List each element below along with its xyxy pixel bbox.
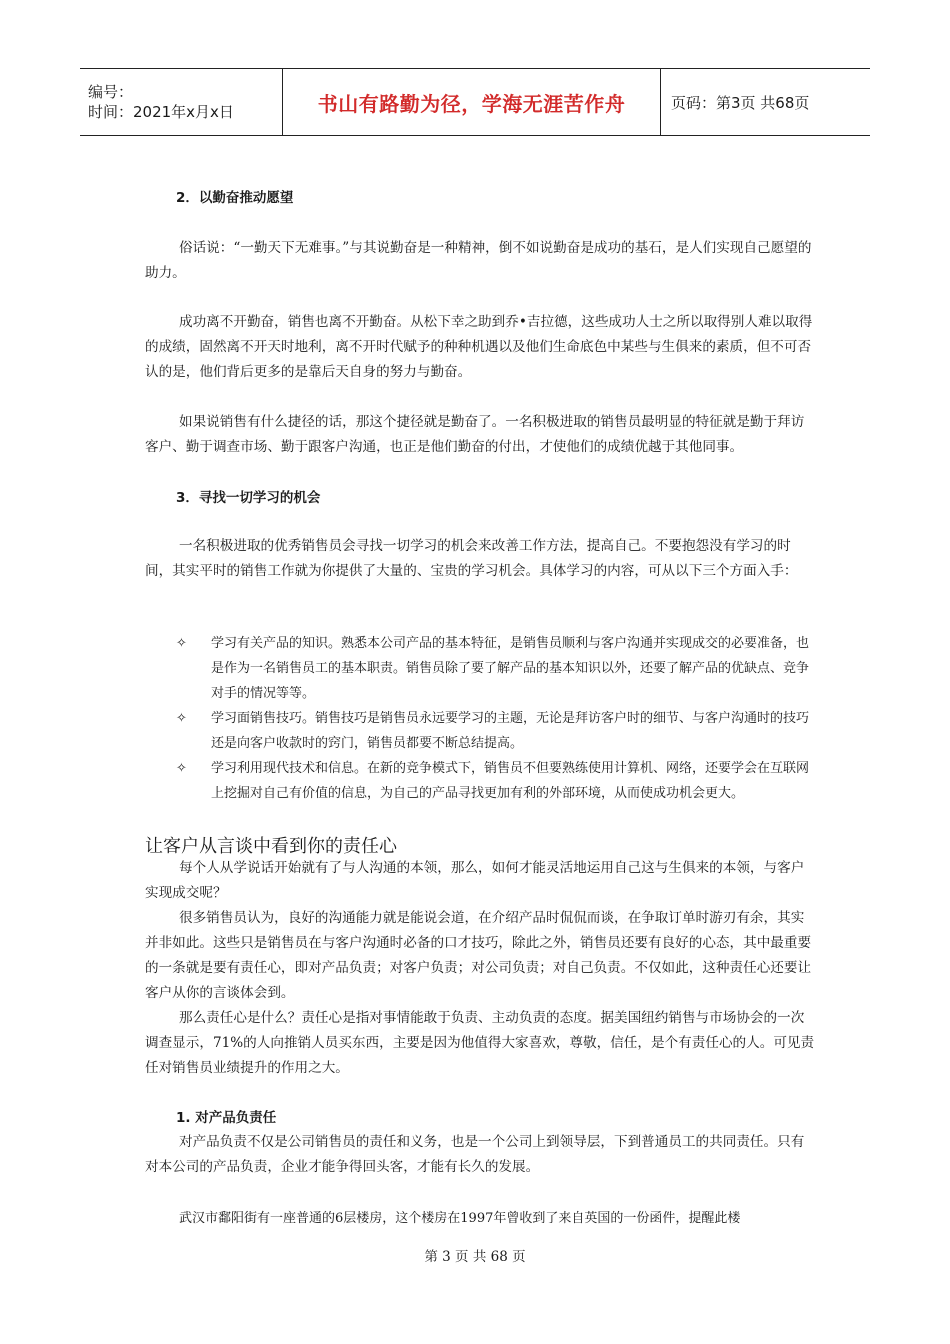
bullet-text: 学习有关产品的知识。熟悉本公司产品的基本特征，是销售员顺利与客户沟通并实现成交的必要准备，也是作为一名销售员工的基本职责。销售员除了要了解产品的基本知识以外，还要了解产品的优缺点、竞争对手的情况等等。 xyxy=(211,636,810,701)
bullet-star-icon: ✧ xyxy=(176,761,187,776)
list-item xyxy=(176,706,816,756)
list-item xyxy=(176,631,816,706)
section-heading-2: 2．以勤奋推动愿望 xyxy=(176,190,294,206)
header-motto: 书山有路勤为径，学海无涯苦作舟 xyxy=(317,91,626,116)
document-number-label: 编号： xyxy=(88,83,134,101)
page-header xyxy=(80,68,870,136)
document-date-label: 时间：2021年x月x日 xyxy=(88,103,234,121)
header-page-number: 页码：第3页 共68页 xyxy=(671,93,810,112)
paragraph-5: 每个人从学说话开始就有了与人沟通的本领，那么，如何才能灵活地运用自己这与生俱来的本领，与客户实现成交呢？ xyxy=(145,860,805,901)
paragraph-4: 一名积极进取的优秀销售员会寻找一切学习的机会来改善工作方法，提高自己。不要抱怨没有学习的时间，其实平时的销售工作就为你提供了大量的、宝贵的学习机会。具体学习的内容，可从以下三个方面入手： xyxy=(145,538,798,579)
section-heading-1: 1. 对产品负责任 xyxy=(176,1110,277,1126)
paragraph-6: 很多销售员认为，良好的沟通能力就是能说会道，在介绍产品时侃侃而谈，在争取订单时游刃有余，其实并非如此。这些只是销售员在与客户沟通时必备的口才技巧，除此之外，销售员还要有良好的心态，其中最重要的一条就是要有责任心，即对产品负责；对客户负责；对公司负责；对自己负责。不仅如此，这种责任心还要让客户从你的言谈体会到。 xyxy=(145,910,812,1001)
section-heading-3: 3．寻找一切学习的机会 xyxy=(176,490,321,506)
paragraph-8: 对产品负责不仅是公司销售员的责任和义务，也是一个公司上到领导层，下到普通员工的共同责任。只有对本公司的产品负责，企业才能争得回头客，才能有长久的发展。 xyxy=(145,1134,805,1175)
chapter-title: 让客户从言谈中看到你的责任心 xyxy=(145,836,397,857)
list-item xyxy=(176,756,816,806)
header-info-cell xyxy=(80,69,283,135)
bullet-text: 学习利用现代技术和信息。在新的竞争模式下，销售员不但要熟练使用计算机、网络，还要学会在互联网上挖掘对自己有价值的信息，为自己的产品寻找更加有利的外部环境，从而使成功机会更大。 xyxy=(211,761,810,801)
header-motto-cell xyxy=(283,69,661,135)
bullet-star-icon: ✧ xyxy=(176,636,187,651)
paragraph-9: 武汉市鄱阳街有一座普通的6层楼房，这个楼房在1997年曾收到了来自英国的一份函件，提醒此楼 xyxy=(179,1211,741,1226)
header-page-cell xyxy=(661,69,870,135)
bullet-star-icon: ✧ xyxy=(176,711,187,726)
paragraph-7: 那么责任心是什么？责任心是指对事情能敢于负责、主动负责的态度。据美国纽约销售与市场协会的一次调查显示，71%的人向推销人员买东西，主要是因为他值得大家喜欢，尊敬，信任，是个有责任心的人。可见责任对销售员业绩提升的作用之大。 xyxy=(145,1010,815,1076)
bullet-text: 学习面销售技巧。销售技巧是销售员永远要学习的主题，无论是拜访客户时的细节、与客户沟通时的技巧还是向客户收款时的窍门，销售员都要不断总结提高。 xyxy=(211,711,810,751)
paragraph-1: 俗话说：“一勤天下无难事。”与其说勤奋是一种精神，倒不如说勤奋是成功的基石，是人们实现自己愿望的助力。 xyxy=(145,240,812,281)
paragraph-3: 如果说销售有什么捷径的话，那这个捷径就是勤奋了。一名积极进取的销售员最明显的特征就是勤于拜访客户、勤于调查市场、勤于跟客户沟通，也正是他们勤奋的付出，才使他们的成绩优越于其他同事。 xyxy=(145,414,805,455)
learning-bullet-list xyxy=(176,631,816,806)
paragraph-2: 成功离不开勤奋，销售也离不开勤奋。从松下幸之助到乔•吉拉德，这些成功人士之所以取得别人难以取得的成绩，固然离不开天时地利，离不开时代赋予的种种机遇以及他们生命底色中某些与生俱来的素质，但不可否认的是，他们背后更多的是靠后天自身的努力与勤奋。 xyxy=(145,314,813,380)
page-footer: 第 3 页 共 68 页 xyxy=(424,1249,526,1265)
